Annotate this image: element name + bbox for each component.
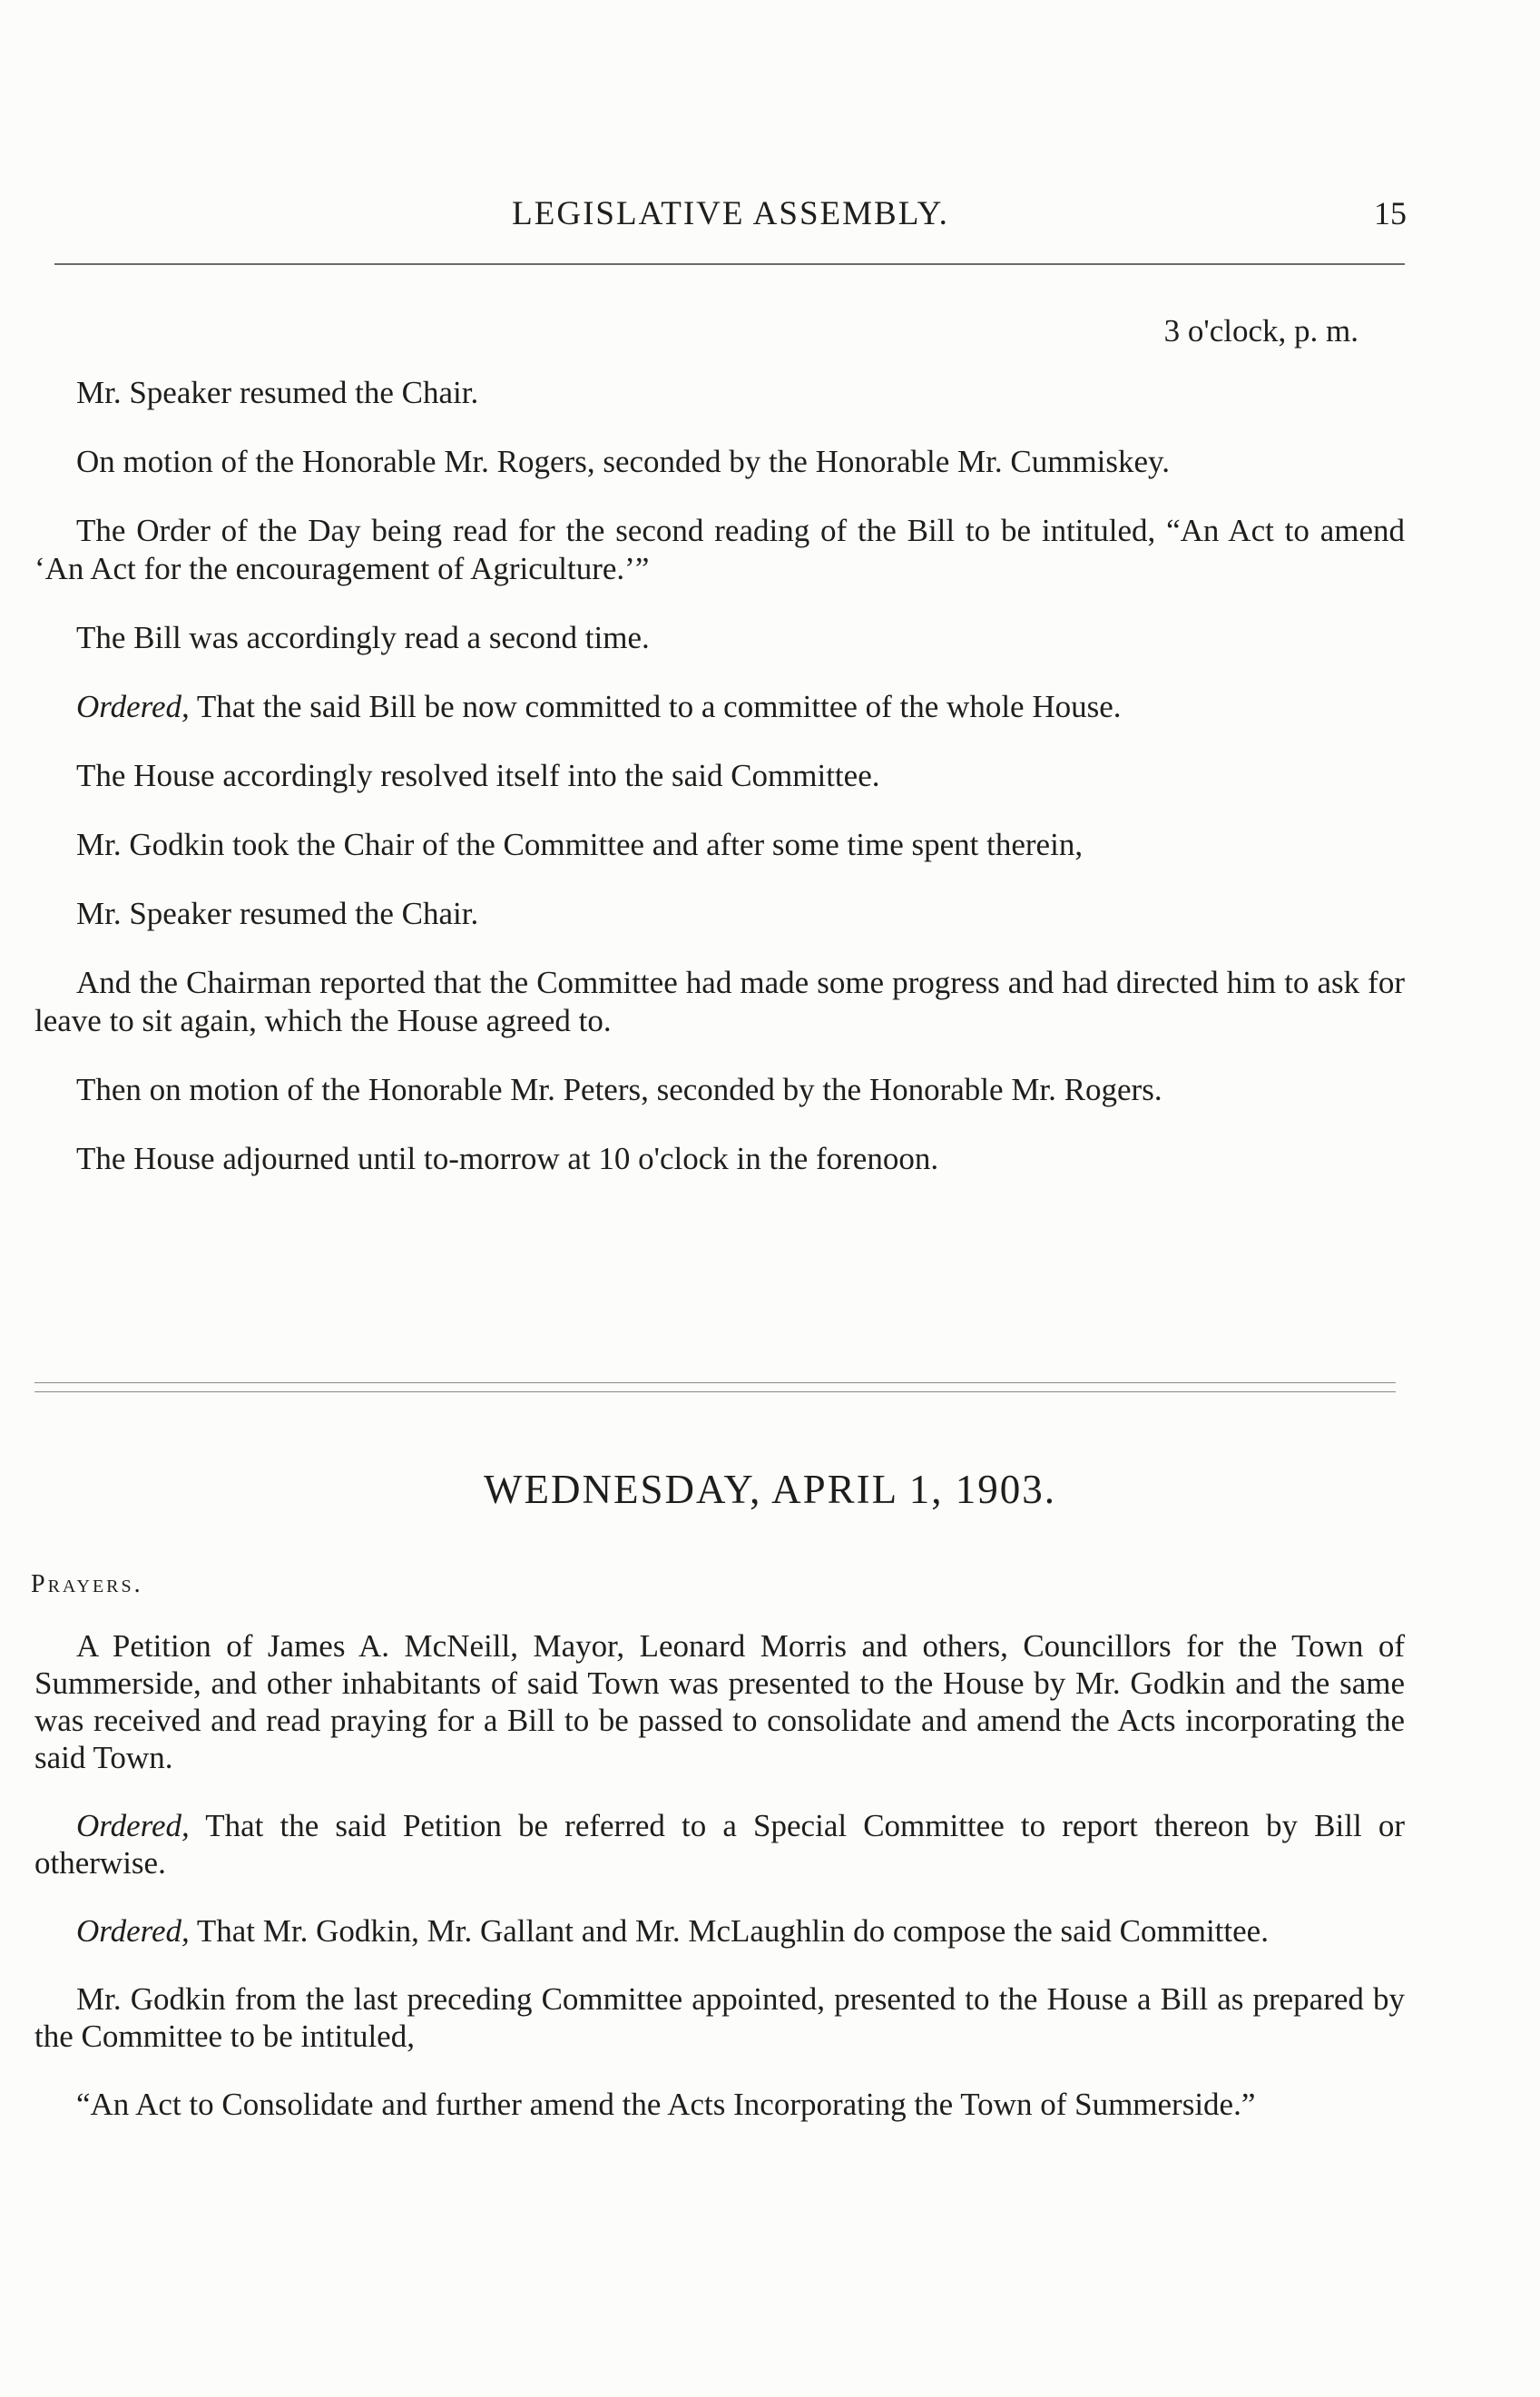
paragraph: And the Chairman reported that the Committee had made some progress and had directed him to ask for leave to sit again, which the House agreed to. (34, 965, 1405, 1038)
paragraph: Ordered, That Mr. Godkin, Mr. Gallant and Mr. McLaughlin do compose the said Committee. (76, 1913, 1269, 1949)
paragraph: “An Act to Consolidate and further amend the Acts Incorporating the Town of Summerside.” (76, 2087, 1256, 2122)
paragraph: Ordered, That the said Petition be referred to a Special Committee to report thereon by Bill or otherwise. (34, 1808, 1405, 1881)
afternoon-proceedings (34, 374, 1405, 1178)
header-rule (54, 263, 1405, 265)
section-divider-top (34, 1382, 1396, 1383)
paragraph: A Petition of James A. McNeill, Mayor, Leonard Morris and others, Councillors for the Town of Summerside, and other inhabitants of said Town was presented to the House by Mr. Godkin and the same was received and read praying for a Bill to be passed to consolidate and amend the Acts incorporating the said Town. (34, 1628, 1405, 1775)
paragraph: Mr. Godkin from the last preceding Committee appointed, presented to the House a Bill as prepared by the Committee to be intituled, (34, 1981, 1405, 2054)
paragraph: On motion of the Honorable Mr. Rogers, seconded by the Honorable Mr. Cummiskey. (76, 444, 1171, 479)
paragraph: The Bill was accordingly read a second time. (76, 620, 650, 655)
paragraph: The House accordingly resolved itself into the said Committee. (76, 758, 880, 793)
page-number: 15 (1374, 195, 1407, 231)
paragraph: Mr. Speaker resumed the Chair. (76, 896, 479, 931)
day-heading: WEDNESDAY, APRIL 1, 1903. (484, 1467, 1056, 1512)
running-title: LEGISLATIVE ASSEMBLY. (512, 195, 949, 232)
paragraph: The Order of the Day being read for the second reading of the Bill to be intituled, “An Act to amend ‘An Act for the encouragement of Agriculture.’” (34, 513, 1405, 586)
wednesday-proceedings (34, 1627, 1405, 2123)
running-header (54, 194, 1407, 240)
section-divider-bottom (34, 1391, 1396, 1392)
paragraph: Then on motion of the Honorable Mr. Peters, seconded by the Honorable Mr. Rogers. (76, 1072, 1162, 1107)
paragraph: Mr. Speaker resumed the Chair. (76, 375, 479, 410)
prayers-label: Prayers. (31, 1570, 143, 1598)
paragraph: Mr. Godkin took the Chair of the Committee and after some time spent therein, (76, 827, 1084, 862)
paragraph: The House adjourned until to-morrow at 10 o'clock in the forenoon. (76, 1141, 939, 1176)
paragraph: Ordered, That the said Bill be now committed to a committee of the whole House. (76, 689, 1122, 724)
session-time: 3 o'clock, p. m. (1163, 313, 1359, 349)
